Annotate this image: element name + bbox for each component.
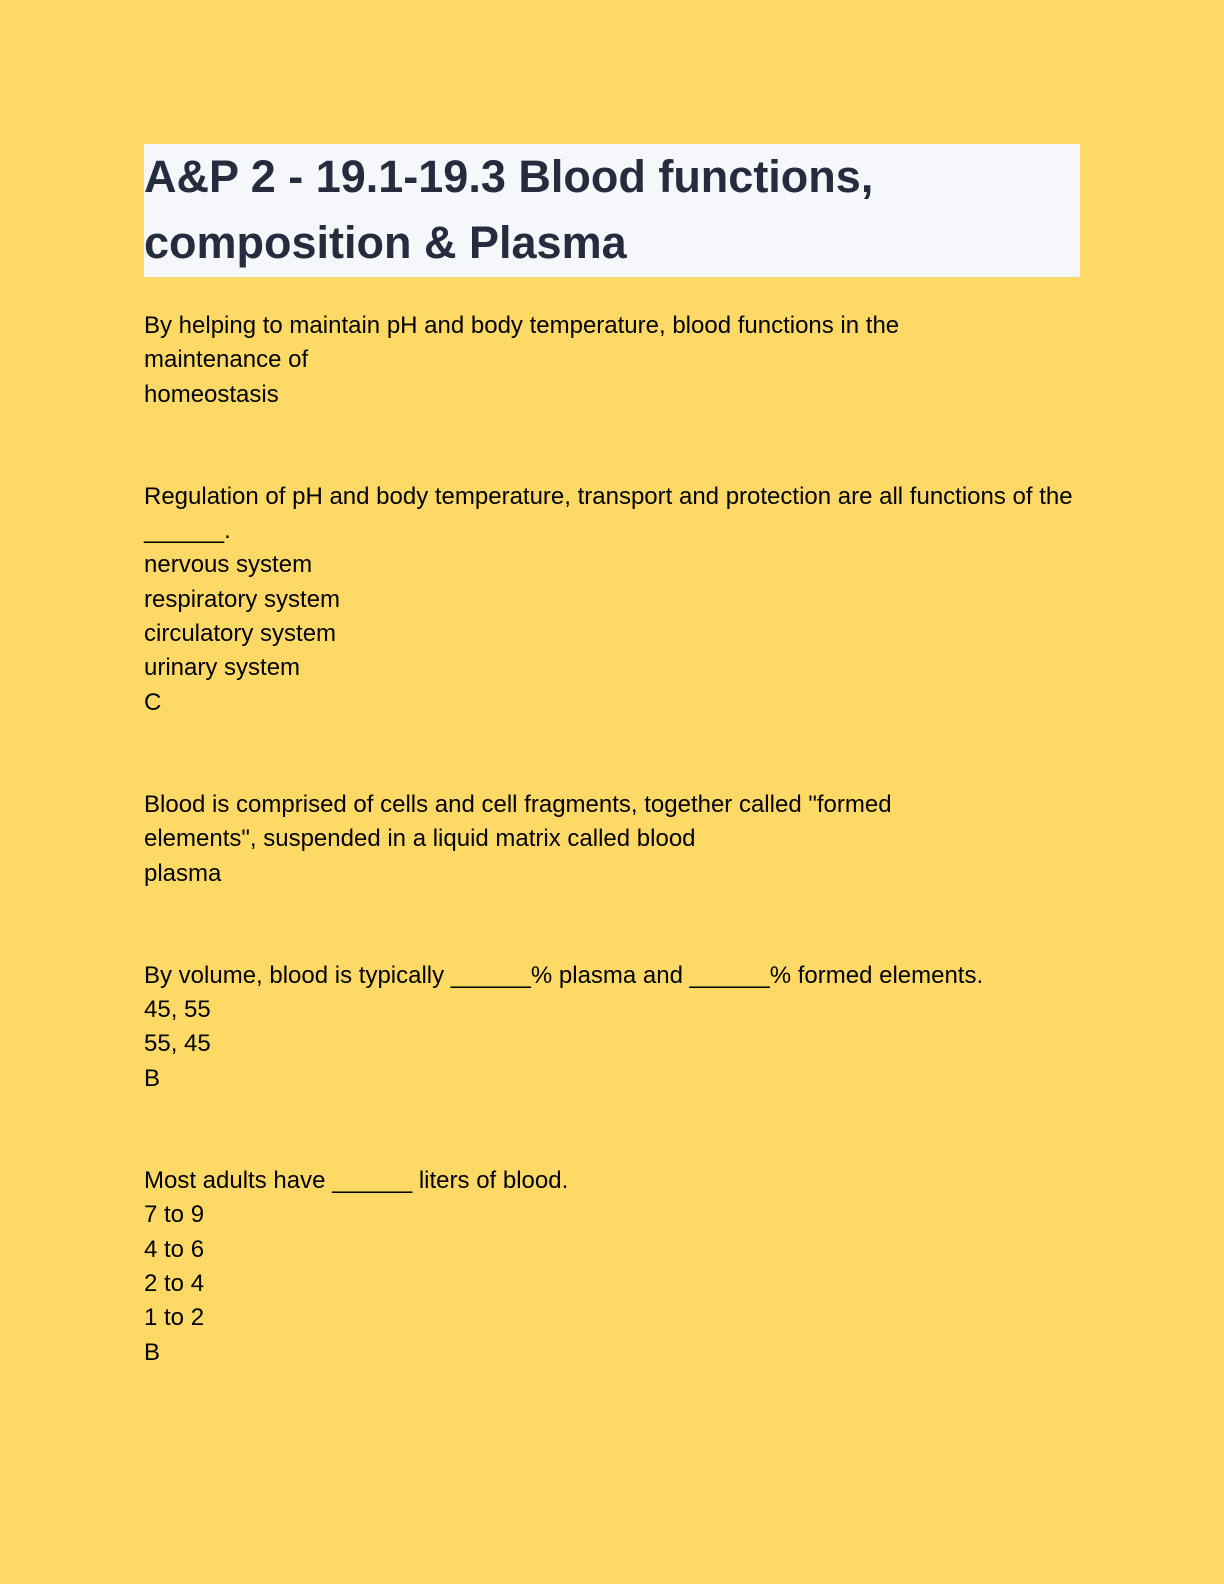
card-option: 2 to 4 <box>144 1269 205 1297</box>
page-title: A&P 2 - 19.1-19.3 Blood functions, composition & Plasma <box>144 151 874 268</box>
card-question: By volume, blood is typically ______% plasma and ______% formed elements. <box>144 961 984 989</box>
title-box <box>144 144 1080 277</box>
card-option: 4 to 6 <box>144 1235 205 1263</box>
flashcard <box>144 480 1080 720</box>
card-question: Most adults have ______ liters of blood. <box>144 1167 569 1195</box>
card-option: 45, 55 <box>144 996 211 1024</box>
flashcard <box>144 788 1080 891</box>
card-option: circulatory system <box>144 620 337 648</box>
flashcard <box>144 1164 1080 1370</box>
card-option: respiratory system <box>144 585 341 613</box>
card-answer: B <box>144 1064 161 1092</box>
card-answer: C <box>144 688 162 716</box>
document-page <box>144 144 1080 1438</box>
card-question: By helping to maintain pH and body temperature, blood functions in the maintenance of <box>144 312 900 374</box>
card-option: 7 to 9 <box>144 1201 205 1229</box>
flashcard <box>144 309 1080 412</box>
card-option: 1 to 2 <box>144 1304 205 1332</box>
flashcard <box>144 959 1080 1096</box>
card-answer: plasma <box>144 859 222 887</box>
card-question: Blood is comprised of cells and cell fragments, together called "formed elements", suspended in a liquid matrix called blood <box>144 790 892 853</box>
card-answer: B <box>144 1338 161 1366</box>
card-option: 55, 45 <box>144 1030 211 1058</box>
card-option: nervous system <box>144 551 313 579</box>
card-question: Regulation of pH and body temperature, transport and protection are all functions of the ______. <box>144 482 1073 545</box>
card-answer: homeostasis <box>144 380 279 408</box>
card-option: urinary system <box>144 654 301 682</box>
